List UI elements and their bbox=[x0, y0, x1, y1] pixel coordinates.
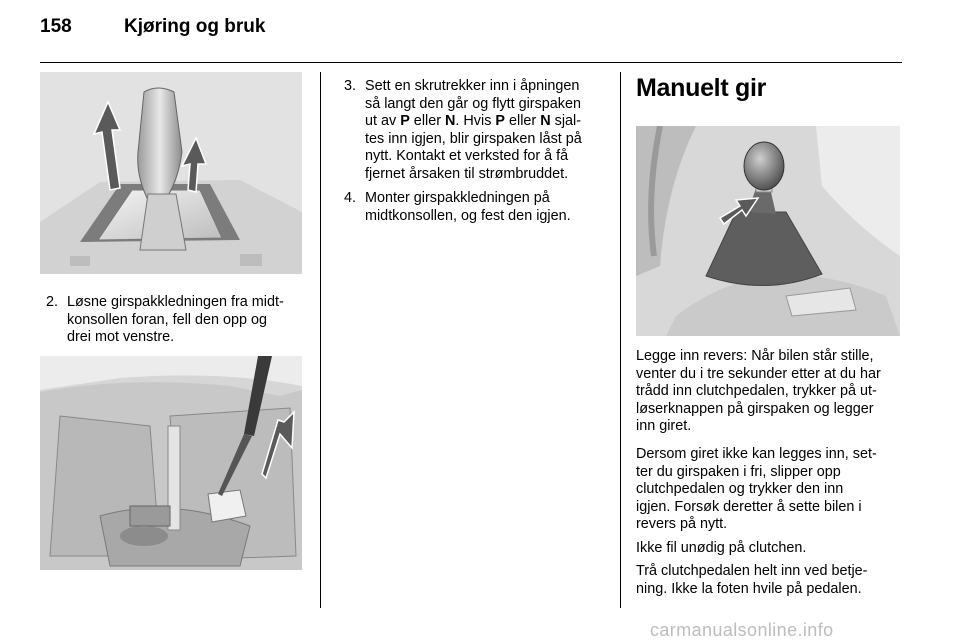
text-run: ut av bbox=[365, 113, 401, 130]
step-text bbox=[365, 190, 609, 225]
paragraph-gear-not-engaging bbox=[636, 446, 904, 534]
figure-gear-lever-cover bbox=[40, 72, 302, 274]
step-line bbox=[365, 166, 609, 184]
gear-position-label: N bbox=[540, 113, 551, 130]
figure-manual-gearstick bbox=[636, 126, 900, 336]
body-line: Ikke fil unødig på clutchen. bbox=[636, 540, 807, 556]
body-line: ning. Ikke la foten hvile på pedalen. bbox=[636, 580, 862, 597]
step-line: drei mot venstre. bbox=[67, 329, 175, 346]
body-line: venter du i tre sekunder etter at du har bbox=[636, 365, 881, 382]
body-line: inn giret. bbox=[636, 418, 692, 435]
section-title: Manuelt gir bbox=[636, 74, 767, 102]
body-line: ter du girspaken i fri, slipper opp bbox=[636, 463, 841, 480]
body-line: revers på nytt. bbox=[636, 516, 728, 533]
watermark: carmanualsonline.info bbox=[650, 620, 834, 640]
step-line: konsollen foran, fell den opp og bbox=[67, 311, 268, 328]
text-run: . Hvis bbox=[455, 113, 496, 130]
text-run: fjernet årsaken til strømbruddet. bbox=[365, 165, 569, 182]
gear-position-label: N bbox=[445, 113, 456, 130]
body-line: Dersom giret ikke kan legges inn, set- bbox=[636, 446, 877, 462]
gear-position-label: P bbox=[400, 113, 410, 130]
body-line: Trå clutchpedalen helt inn ved betje- bbox=[636, 563, 868, 579]
text-run: eller bbox=[409, 113, 446, 130]
paragraph-clutch-pedal bbox=[636, 563, 904, 598]
paragraph-clutch-wear bbox=[636, 540, 904, 558]
step-line: midtkonsollen, og fest den igjen. bbox=[365, 207, 571, 224]
step-line bbox=[365, 96, 609, 114]
step-number: 2. bbox=[46, 294, 59, 310]
paragraph-reverse-gear bbox=[636, 348, 904, 436]
text-run: tes inn igjen, blir girspaken låst på bbox=[365, 130, 582, 147]
figure-screwdriver-release bbox=[40, 356, 302, 570]
text-run: sjal- bbox=[550, 113, 582, 130]
column-divider-left bbox=[320, 72, 321, 608]
text-run: eller bbox=[505, 113, 541, 130]
body-line: trådd inn clutchpedalen, trykker på ut- bbox=[636, 383, 877, 400]
page-header bbox=[40, 16, 900, 56]
body-line: løserknappen på girspaken og legger bbox=[636, 400, 874, 417]
step-line bbox=[365, 78, 609, 96]
text-run: så langt den går og flytt girspaken bbox=[365, 95, 581, 112]
step-line: Monter girspakkledningen på bbox=[365, 190, 550, 206]
header-rule bbox=[40, 62, 902, 63]
chapter-title: Kjøring og bruk bbox=[124, 16, 266, 37]
step-line bbox=[365, 113, 609, 131]
step-line bbox=[365, 148, 609, 166]
body-line: Legge inn revers: Når bilen står stille, bbox=[636, 348, 874, 364]
gear-position-label: P bbox=[495, 113, 506, 130]
body-line: clutchpedalen og trykker den inn bbox=[636, 481, 844, 498]
step-number: 3. bbox=[344, 78, 357, 94]
step-text bbox=[67, 294, 308, 347]
page-number: 158 bbox=[40, 16, 72, 37]
column-divider-right bbox=[620, 72, 621, 608]
text-run: Sett en skrutrekker inn i åpningen bbox=[365, 78, 580, 94]
step-line: Løsne girspakkledningen fra midt- bbox=[67, 294, 284, 310]
step-text bbox=[365, 78, 609, 184]
text-run: nytt. Kontakt et verksted for å få bbox=[365, 148, 569, 165]
body-line: igjen. Forsøk deretter å sette bilen i bbox=[636, 498, 862, 515]
step-line bbox=[365, 131, 609, 149]
step-number: 4. bbox=[344, 190, 357, 206]
